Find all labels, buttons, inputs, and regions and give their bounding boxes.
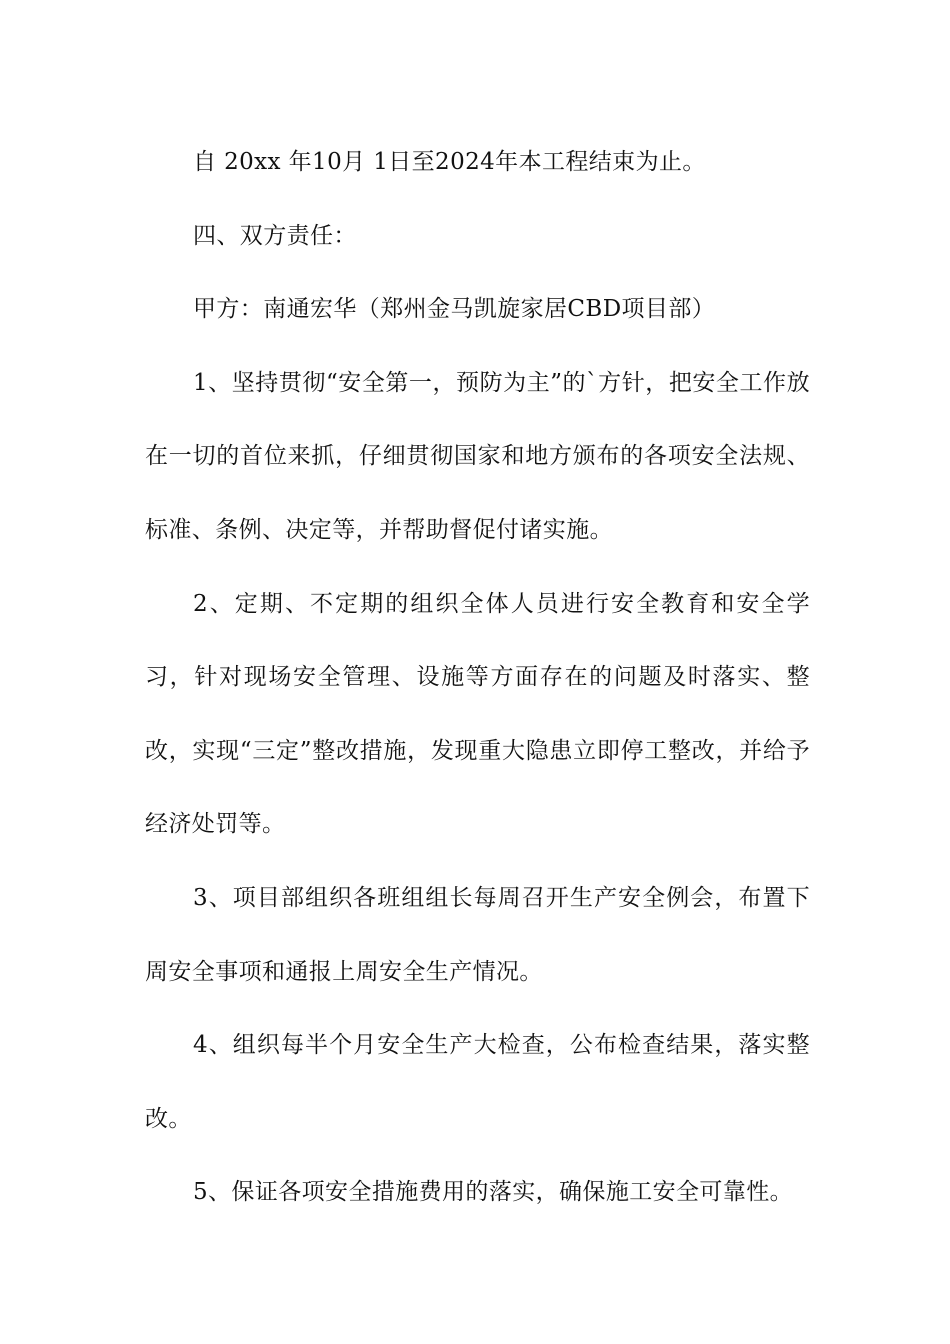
clause-2: 2、定期、不定期的组织全体人员进行安全教育和安全学习，针对现场安全管理、设施等方面存在的问题及时落实、整改，实现“三定”整改措施，发现重大隐患立即停工整改，并给予经济处罚等。 xyxy=(145,590,810,838)
party-a-label: 甲方：南通宏华（郑州金马凯旋家居CBD项目部） xyxy=(193,296,716,323)
clause-3: 3、项目部组织各班组组长每周召开生产安全例会，布置下周安全事项和通报上周安全生产情况。 xyxy=(145,884,810,985)
clause-5: 5、保证各项安全措施费用的落实，确保施工安全可靠性。 xyxy=(193,1179,794,1206)
document-body xyxy=(145,126,810,1230)
clause-1: 1、坚持贯彻“安全第一，预防为主”的`方针，把安全工作放在一切的首位来抓，仔细贯彻国家和地方颁布的各项安全法规、标准、条例、决定等，并帮助督促付诸实施。 xyxy=(145,369,810,543)
paragraph-term: 自 20xx 年10月 1日至2024年本工程结束为止。 xyxy=(193,149,706,175)
clause-4: 4、组织每半个月安全生产大检查，公布检查结果，落实整改。 xyxy=(145,1032,810,1132)
section-heading-responsibilities: 四、双方责任： xyxy=(193,222,357,249)
